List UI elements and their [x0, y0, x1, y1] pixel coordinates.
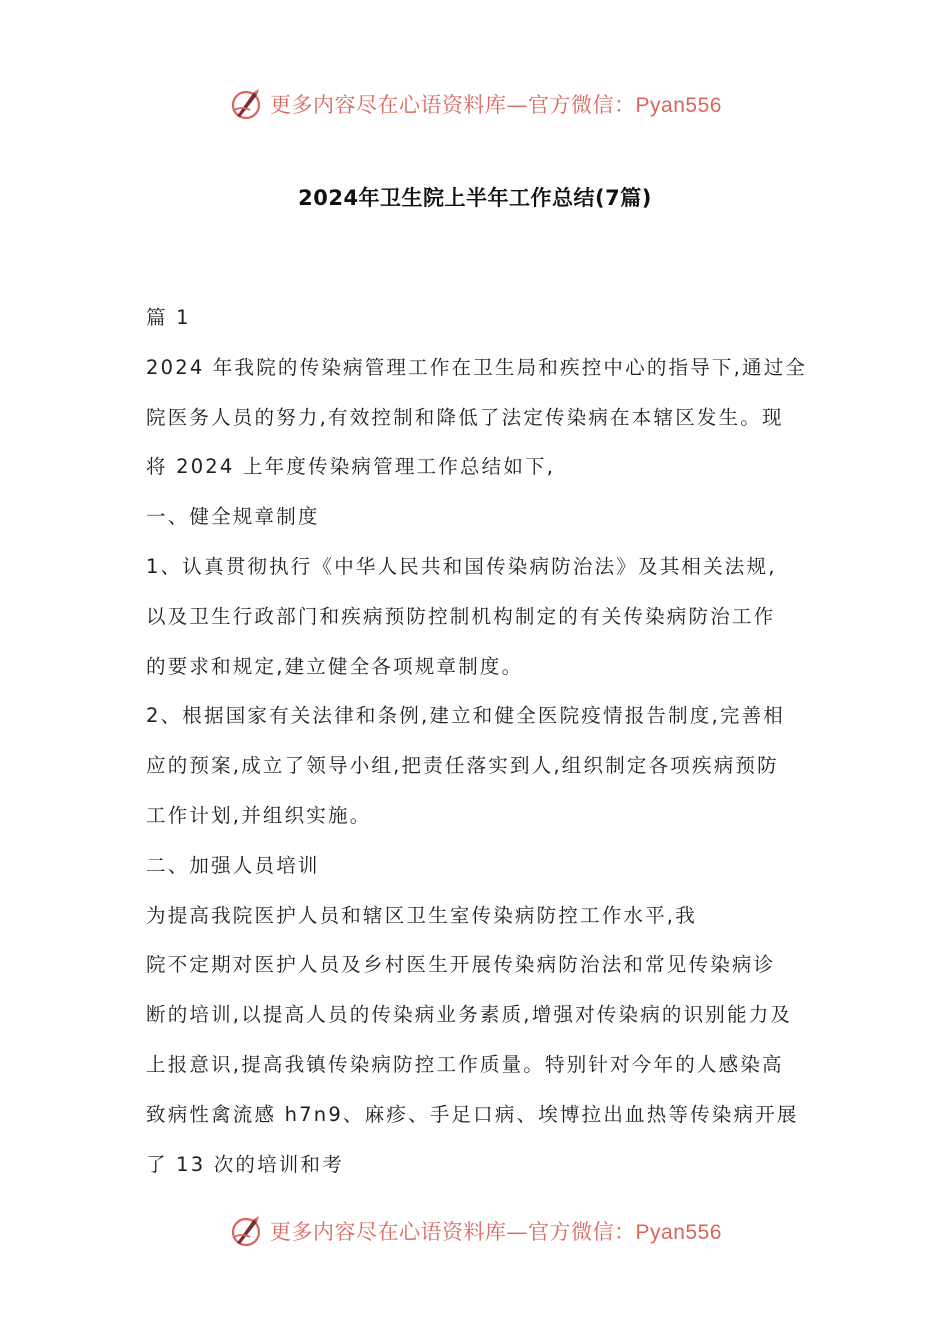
paragraph-line: 2、根据国家有关法律和条例,建立和健全医院疫情报告制度,完善相	[146, 704, 786, 728]
section-heading: 二、加强人员培训	[146, 853, 320, 877]
section-label: 篇 1	[146, 306, 191, 329]
wechat-id: Pyan556	[635, 94, 722, 117]
paragraph-line: 工作计划,并组织实施。	[146, 803, 372, 827]
header-watermark-banner	[0, 82, 950, 126]
section-heading: 一、健全规章制度	[146, 505, 320, 529]
paragraph-line: 1、认真贯彻执行《中华人民共和国传染病防治法》及其相关法规,	[146, 554, 777, 578]
paragraph-line: 将 2024 上年度传染病管理工作总结如下,	[146, 455, 556, 479]
paragraph-line: 应的预案,成立了领导小组,把责任落实到人,组织制定各项疾病预防	[146, 754, 779, 778]
paragraph-line: 院不定期对医护人员及乡村医生开展传染病防治法和常见传染病诊	[146, 953, 776, 977]
document-title: 2024年卫生院上半年工作总结(7篇)	[298, 186, 652, 210]
paragraph-line: 院医务人员的努力,有效控制和降低了法定传染病在本辖区发生。现	[146, 405, 784, 429]
footer-watermark-banner	[0, 1209, 950, 1253]
paragraph-line: 致病性禽流感 h7n9、麻疹、手足口病、埃博拉出血热等传染病开展	[146, 1102, 799, 1126]
watermark-text: 更多内容尽在心语资料库—官方微信：Pyan556	[270, 93, 722, 117]
paragraph-line: 断的培训,以提高人员的传染病业务素质,增强对传染病的识别能力及	[146, 1003, 793, 1027]
quill-pen-logo-icon	[228, 1213, 264, 1249]
quill-pen-logo-icon	[228, 86, 264, 122]
watermark-text: 更多内容尽在心语资料库—官方微信：Pyan556	[270, 1220, 722, 1244]
paragraph-line: 以及卫生行政部门和疾病预防控制机构制定的有关传染病防治工作	[146, 604, 776, 628]
wechat-id: Pyan556	[635, 1221, 722, 1244]
paragraph-line: 为提高我院医护人员和辖区卫生室传染病防控工作水平,我	[146, 903, 697, 927]
document-body	[146, 293, 816, 1189]
paragraph-line: 2024 年我院的传染病管理工作在卫生局和疾控中心的指导下,通过全	[146, 355, 808, 379]
paragraph-line: 上报意识,提高我镇传染病防控工作质量。特别针对今年的人感染高	[146, 1052, 784, 1076]
paragraph-line: 了 13 次的培训和考	[146, 1152, 344, 1176]
paragraph-line: 的要求和规定,建立健全各项规章制度。	[146, 654, 524, 678]
